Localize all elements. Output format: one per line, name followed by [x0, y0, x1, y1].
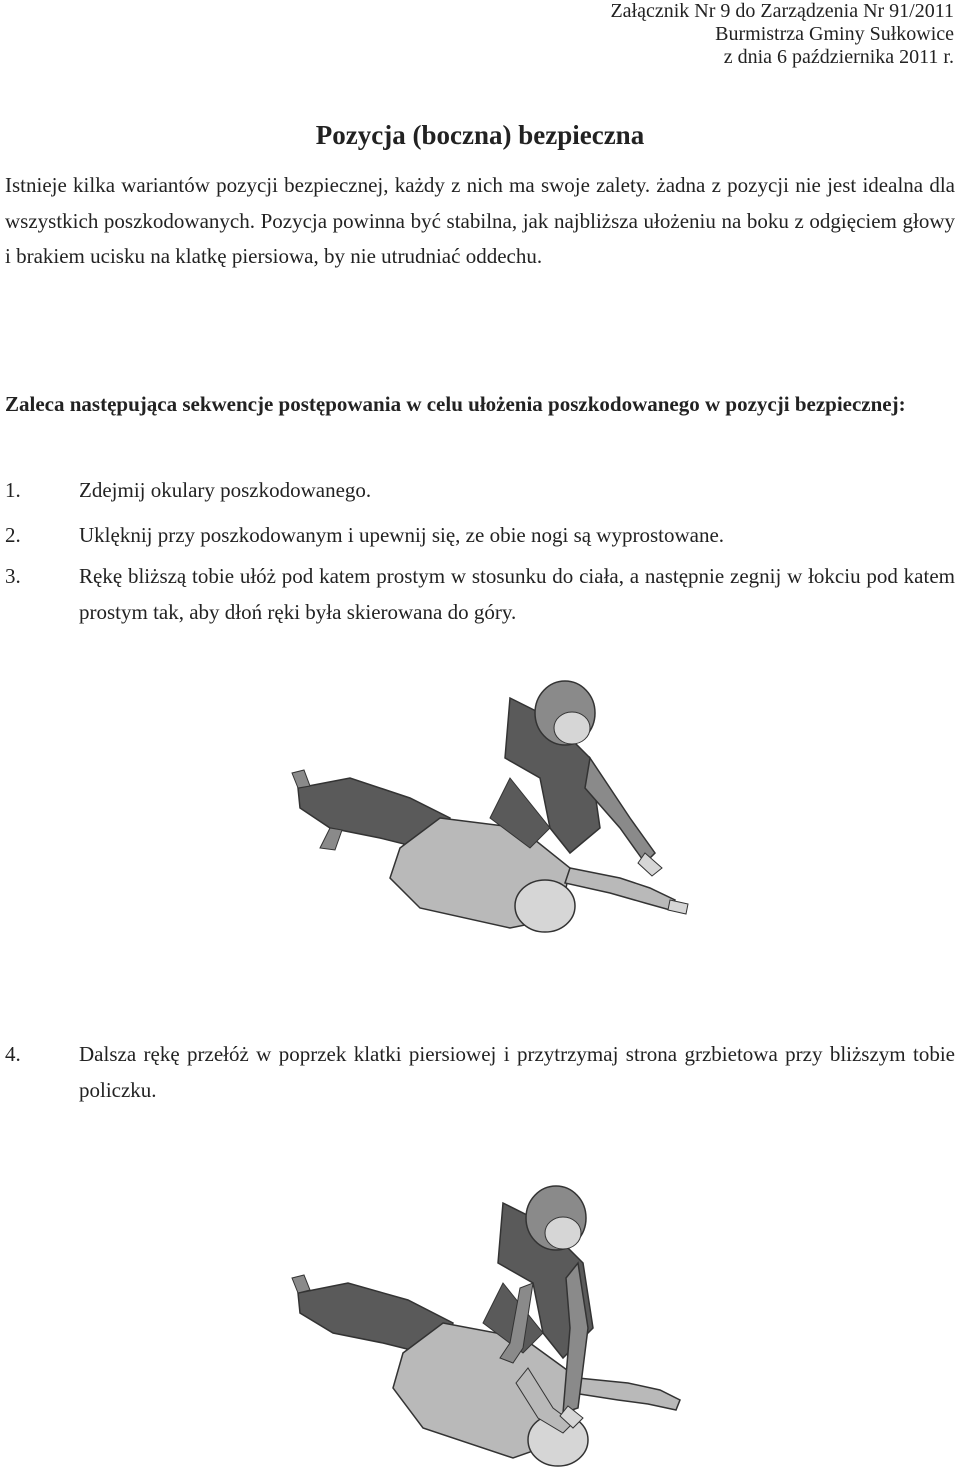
intro-paragraph: Istnieje kilka wariantów pozycji bezpiecznej, każdy z nich ma swoje zalety. żadna z pozycji nie jest idealna dla wszystkich poszkodowanych. Pozycja powinna być stabilna, jak najbliższa ułożeniu na boku z odgięciem głowy i brakiem ucisku na klatkę piersiowa, by nie utrudniać oddechu. [5, 173, 955, 268]
step-number: 3. [5, 564, 21, 588]
step-item [5, 1036, 955, 1108]
step-number: 1. [5, 478, 21, 502]
step-item [5, 472, 955, 508]
illustration-arm-right-angle [290, 678, 690, 976]
header-line-issuer: Burmistrza Gminy Sułkowice [715, 23, 954, 45]
step-text: Dalsza rękę przełóż w poprzek klatki piersiowej i przytrzymaj strona grzbietowa przy bliższym tobie policzku. [79, 1042, 955, 1102]
step-item [5, 517, 955, 553]
step-number: 4. [5, 1042, 21, 1066]
step-item [5, 558, 955, 630]
header-line-attachment: Załącznik Nr 9 do Zarządzenia Nr 91/2011 [610, 0, 954, 22]
illustration-hand-under-cheek [288, 1178, 688, 1484]
step-text: Uklęknij przy poszkodowanym i upewnij się, ze obie nogi są wyprostowane. [79, 523, 725, 547]
step-text: Zdejmij okulary poszkodowanego. [79, 478, 372, 502]
page-title: Pozycja (boczna) bezpieczna [315, 120, 645, 150]
document-header [534, 0, 954, 69]
step-number: 2. [5, 523, 21, 547]
step-text: Rękę bliższą tobie ułóż pod katem prostym w stosunku do ciała, a następnie zegnij w łokciu pod katem prostym tak, aby dłoń ręki była skierowana do góry. [79, 564, 955, 624]
sequence-heading: Zaleca następująca sekwencje postępowania w celu ułożenia poszkodowanego w pozycji bezpiecznej: [5, 392, 906, 416]
header-line-date: z dnia 6 października 2011 r. [723, 46, 954, 68]
